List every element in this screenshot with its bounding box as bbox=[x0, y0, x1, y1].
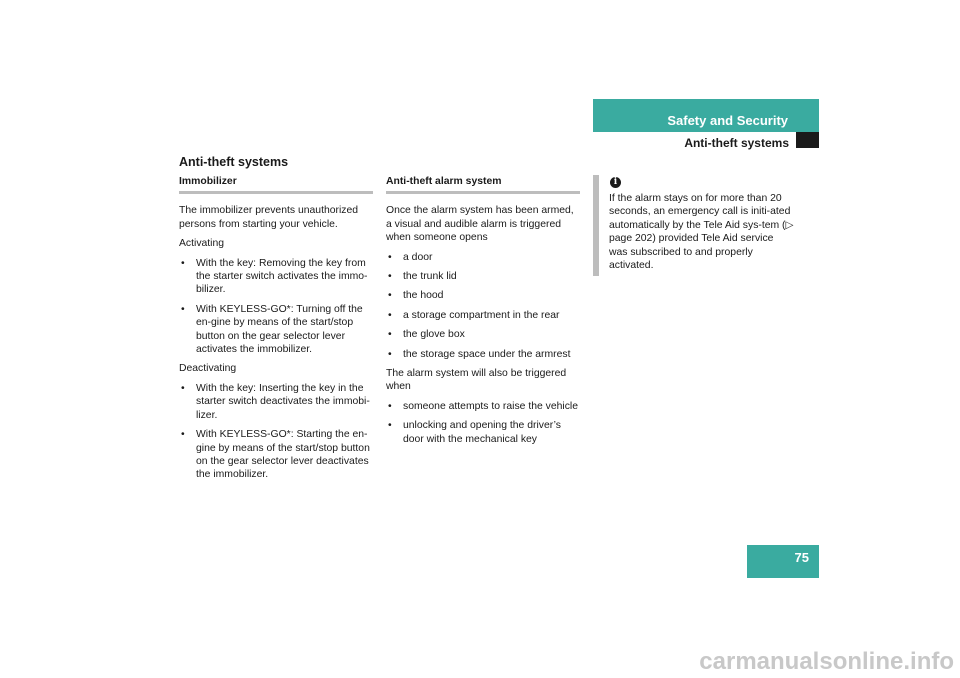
alarm-intro: Once the alarm system has been armed, a visual and audible alarm is triggered when someone opens bbox=[386, 205, 574, 244]
info-note: If the alarm stays on for more than 20 seconds, an emergency call is initi-ated automatically by the Tele Aid sys-tem (▷ page 202) provided Tele Aid service was subscribed to and properly activated. bbox=[609, 193, 794, 272]
alarm-also-text: The alarm system will also be triggered when bbox=[386, 368, 567, 393]
list-item: • unlocking and opening the driver’s door with the mechanical key bbox=[386, 419, 580, 446]
list-item: • the glove box bbox=[386, 328, 580, 341]
page-title: Anti-theft systems bbox=[179, 155, 289, 169]
list-item: • With KEYLESS-GO*: Starting the en-gine by means of the start/stop button on the gear selector lever deactivates the immobilizer. bbox=[179, 428, 373, 482]
list-item: • With the key: Inserting the key in the starter switch deactivates the immobi-lizer. bbox=[179, 382, 373, 422]
activating-label: Activating bbox=[179, 238, 225, 250]
immobilizer-heading: Immobilizer bbox=[179, 175, 373, 194]
list-item: • someone attempts to raise the vehicle bbox=[386, 400, 580, 413]
immobilizer-intro: The immobilizer prevents unauthorized persons from starting your vehicle. bbox=[179, 205, 359, 230]
deactivating-label: Deactivating bbox=[179, 363, 237, 375]
section-title: Safety and Security bbox=[667, 113, 788, 128]
info-side-bar bbox=[593, 175, 599, 276]
page-number: 75 bbox=[794, 550, 809, 565]
alarm-column bbox=[386, 175, 580, 452]
watermark: carmanualsonline.info bbox=[699, 648, 954, 675]
subsection-title: Anti-theft systems bbox=[684, 136, 789, 150]
list-item: • the hood bbox=[386, 289, 580, 302]
list-item: • the storage space under the armrest bbox=[386, 348, 580, 361]
list-item: • a door bbox=[386, 251, 580, 264]
list-item: • the trunk lid bbox=[386, 270, 580, 283]
also-list bbox=[386, 400, 580, 446]
immobilizer-column bbox=[179, 175, 373, 488]
activating-list bbox=[179, 257, 373, 357]
deactivating-list bbox=[179, 382, 373, 482]
list-item: • With the key: Removing the key from the starter switch activates the immo-bilizer. bbox=[179, 257, 373, 297]
list-item: • With KEYLESS-GO*: Turning off the en-gine by means of the start/stop button on the gear selector lever activates the immobilizer. bbox=[179, 303, 373, 357]
info-icon: i bbox=[610, 177, 621, 188]
opens-list bbox=[386, 251, 580, 361]
alarm-heading: Anti-theft alarm system bbox=[386, 175, 580, 194]
header-corner-block bbox=[796, 132, 819, 148]
list-item: • a storage compartment in the rear bbox=[386, 309, 580, 322]
